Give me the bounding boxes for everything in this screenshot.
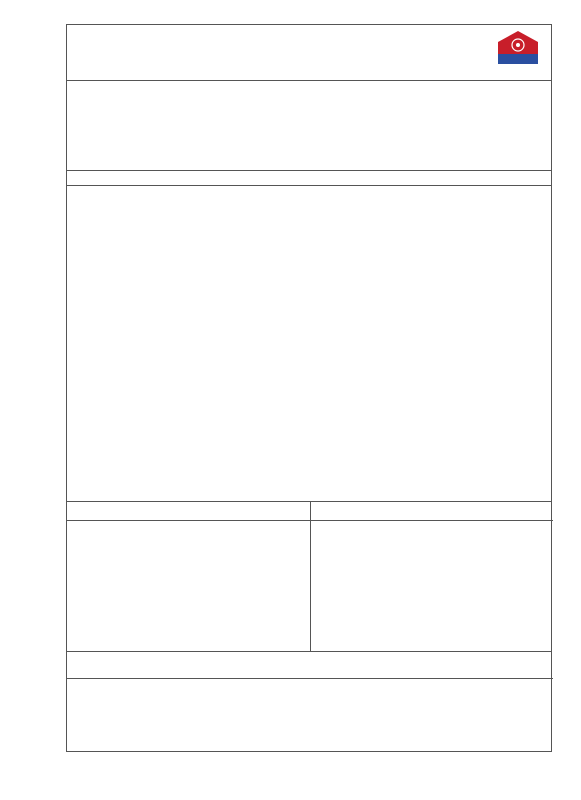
report-frame bbox=[66, 24, 552, 752]
maha-logo bbox=[492, 28, 544, 66]
power-torque-chart bbox=[67, 185, 553, 501]
